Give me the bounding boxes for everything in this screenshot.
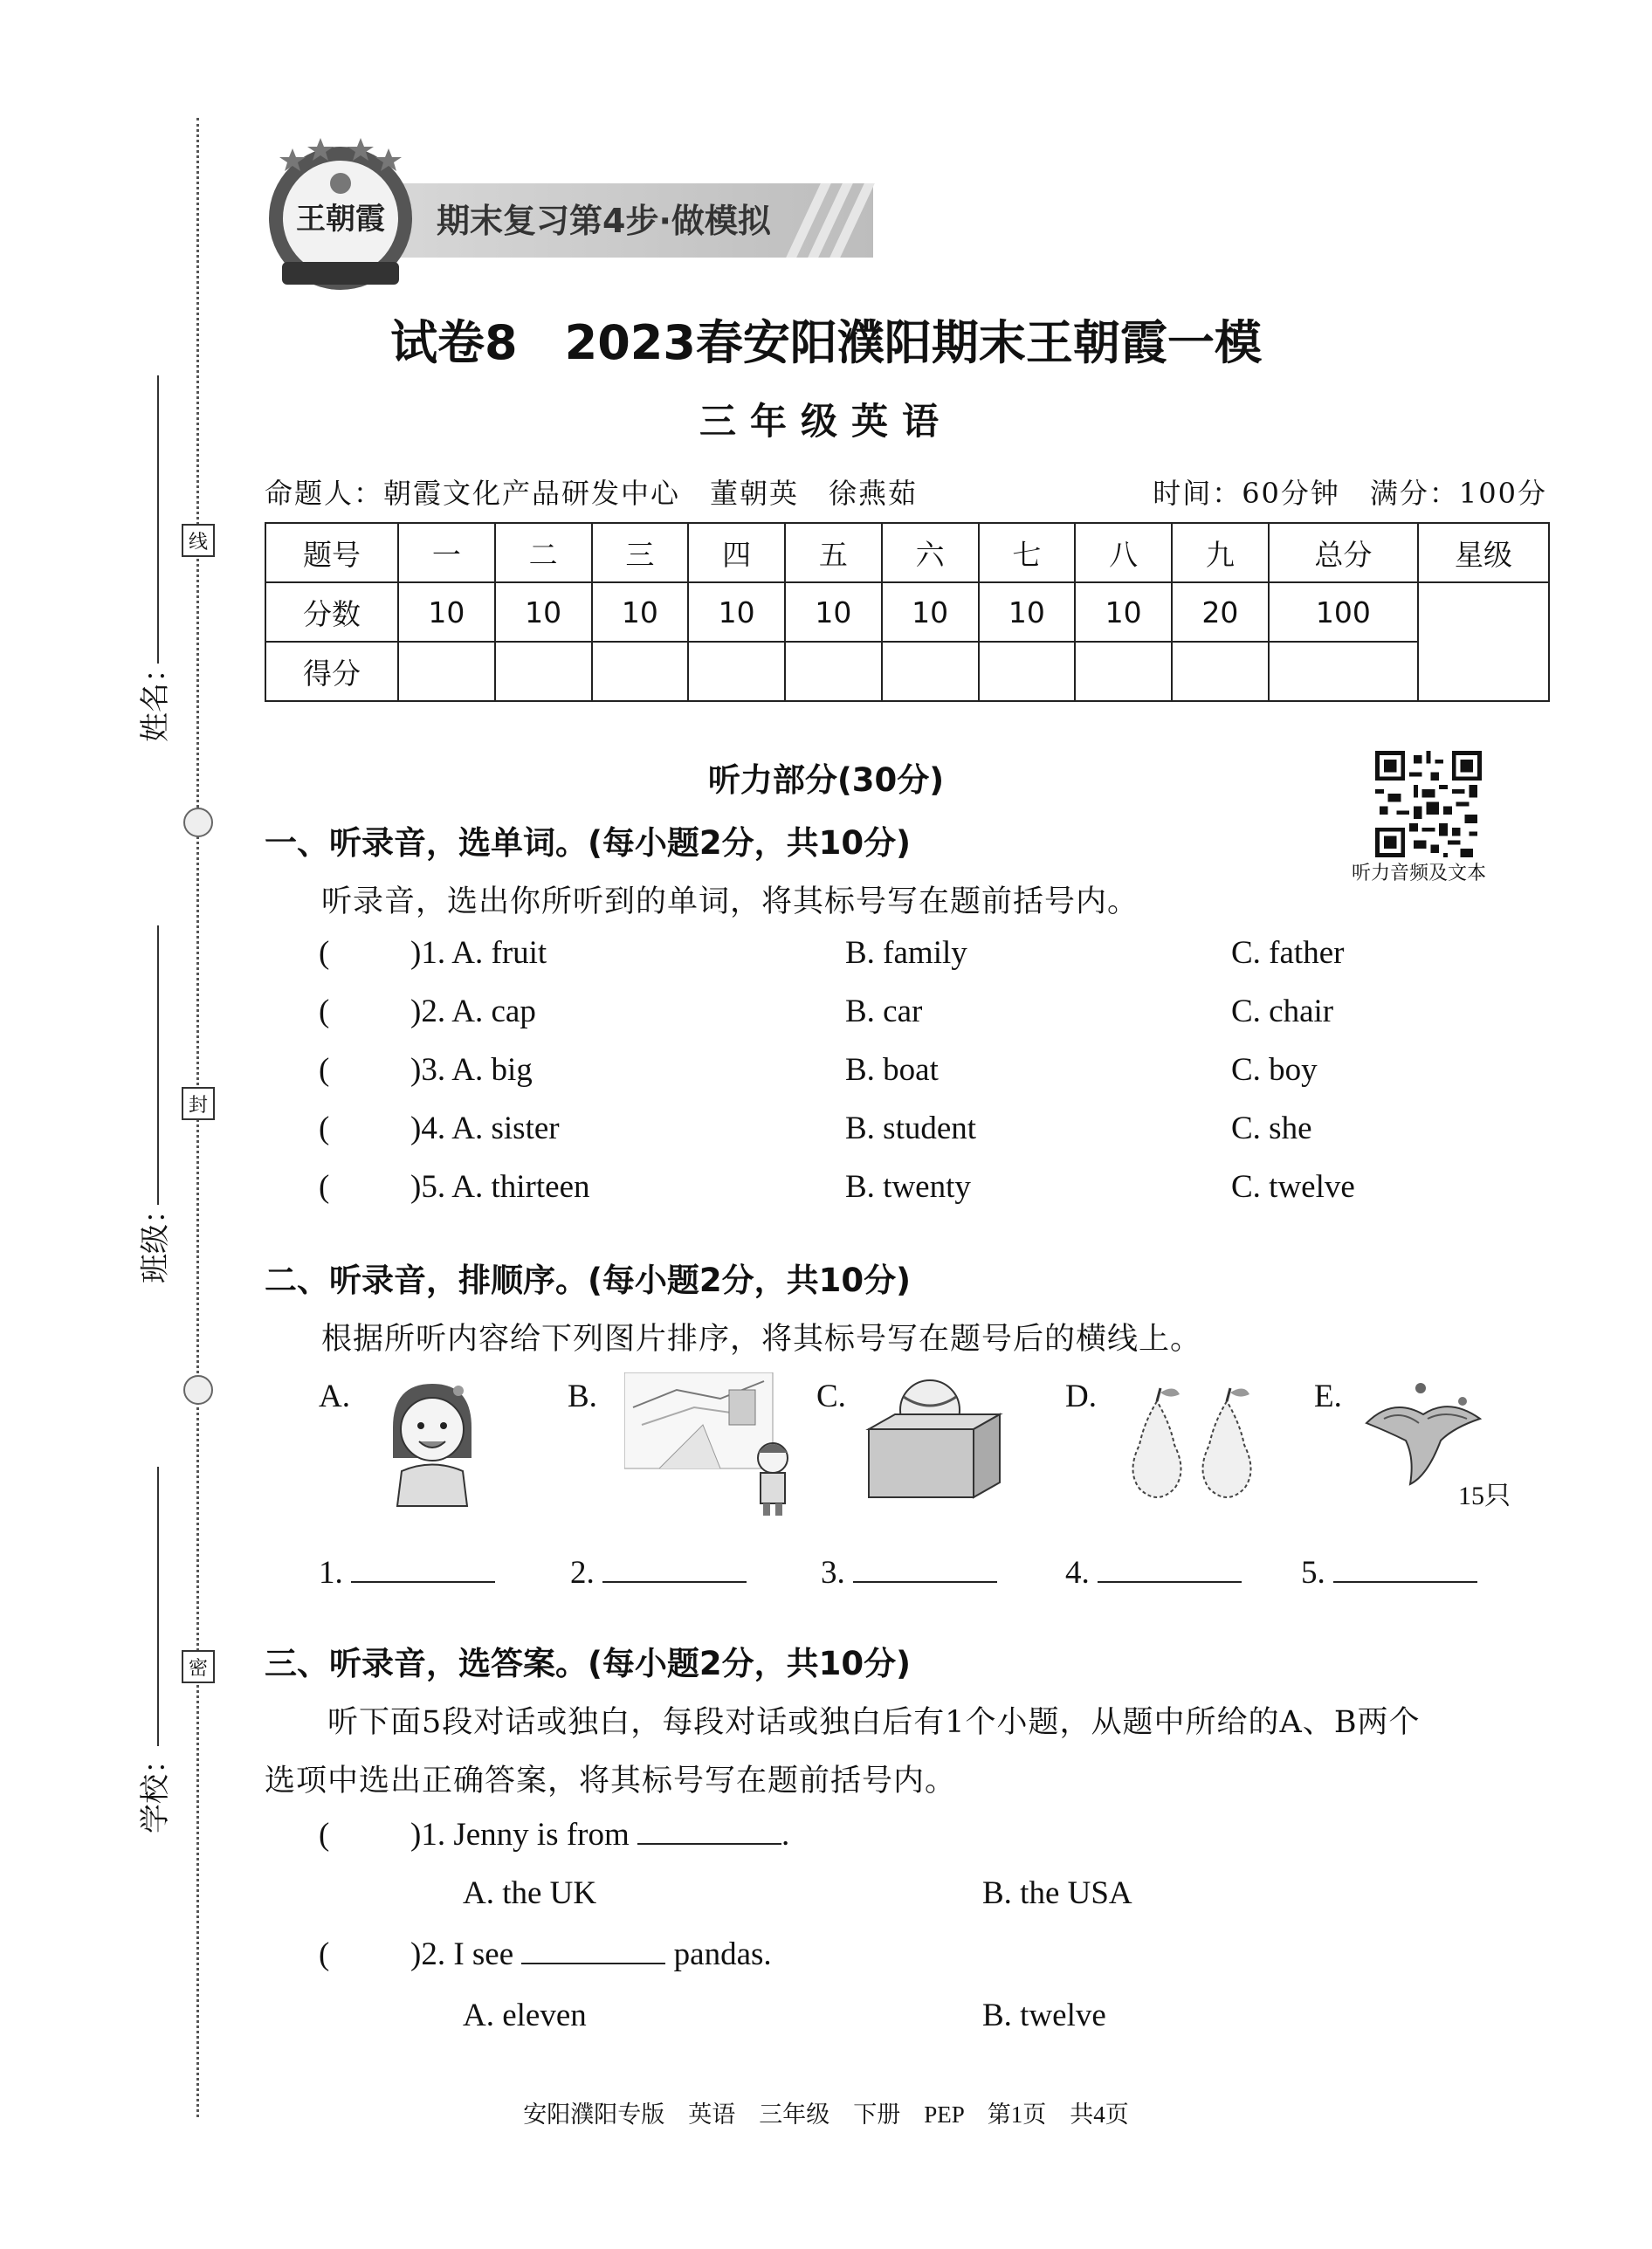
question-5-stem: )5. A. thirteen <box>410 1169 590 1205</box>
binding-mark-icon <box>183 1375 213 1405</box>
answer-paren[interactable]: ( <box>319 935 330 971</box>
banner-text: 期末复习第4步·做模拟 <box>437 202 771 240</box>
page-footer: 安阳濮阳专版 英语 三年级 下册 PEP 第1页 共4页 <box>523 2101 1129 2128</box>
header-cell-rating: 星级 <box>1418 523 1549 582</box>
picture-label-d: D. <box>1065 1379 1097 1414</box>
points-cell: 10 <box>882 582 979 642</box>
question-5-option-c: C. twelve <box>1231 1169 1355 1205</box>
score-cell[interactable] <box>592 642 689 701</box>
question-3-stem: )3. A. big <box>410 1052 533 1088</box>
order-blank-3[interactable] <box>821 1554 997 1592</box>
part3-instruction-line1: 听下面5段对话或独白，每段对话或独白后有1个小题，从题中所给的A、B两个 <box>327 1705 1421 1740</box>
table-row <box>265 642 1549 701</box>
row-label-score: 得分 <box>265 642 398 701</box>
binding-mark-icon <box>183 808 213 837</box>
time-info: 时间：60分钟 满分：100分 <box>1153 477 1547 510</box>
part2-heading: 二、听录音，排顺序。(每小题2分，共10分) <box>265 1262 912 1299</box>
order-blank-label: 5. <box>1301 1555 1325 1591</box>
part3-q1-option-a: A. the UK <box>463 1875 597 1911</box>
brand-name: 王朝霞 <box>296 202 385 237</box>
birds-caption: 15只 <box>1458 1482 1511 1510</box>
class-rule <box>157 925 159 1205</box>
answer-paren[interactable]: ( <box>319 1817 330 1853</box>
points-cell: 10 <box>1075 582 1172 642</box>
part1-heading: 一、听录音，选单词。(每小题2分，共10分) <box>265 824 912 862</box>
order-blank-label: 3. <box>821 1555 845 1591</box>
qr-label: 听力音频及文本 <box>1352 863 1487 884</box>
answer-line[interactable] <box>351 1555 495 1583</box>
header-cell: 三 <box>592 523 689 582</box>
question-2-option-b: B. car <box>845 994 923 1029</box>
row-label-points: 分数 <box>265 582 398 642</box>
girl-picture <box>375 1375 489 1515</box>
score-cell[interactable] <box>495 642 592 701</box>
answer-paren[interactable]: ( <box>319 1111 330 1146</box>
score-cell[interactable] <box>688 642 785 701</box>
question-4-option-b: B. student <box>845 1111 977 1146</box>
seal-char-line: 线 <box>182 524 215 557</box>
points-cell: 100 <box>1269 582 1418 642</box>
picture-label-e: E. <box>1314 1379 1342 1414</box>
question-1-stem: )1. A. fruit <box>410 935 547 971</box>
part3-question-1 <box>410 1816 789 1854</box>
points-cell: 10 <box>979 582 1076 642</box>
score-cell[interactable] <box>882 642 979 701</box>
points-cell: 10 <box>785 582 882 642</box>
header-cell: 七 <box>979 523 1076 582</box>
score-cell[interactable] <box>1269 642 1418 701</box>
question-3-option-c: C. boy <box>1231 1052 1318 1088</box>
question-3-option-b: B. boat <box>845 1052 939 1088</box>
header-cell: 八 <box>1075 523 1172 582</box>
header-cell: 五 <box>785 523 882 582</box>
answer-paren[interactable]: ( <box>319 994 330 1029</box>
part3-q1-option-b: B. the USA <box>982 1875 1132 1911</box>
header-cell: 二 <box>495 523 592 582</box>
authors: 命题人：朝霞文化产品研发中心 董朝英 徐燕茹 <box>265 477 919 510</box>
header-cell: 一 <box>398 523 495 582</box>
school-rule <box>157 1467 159 1746</box>
park-picture <box>624 1372 799 1517</box>
header-cell: 六 <box>882 523 979 582</box>
answer-line[interactable] <box>1098 1555 1242 1583</box>
rating-cell[interactable] <box>1418 582 1549 701</box>
part3-instruction-line2: 选项中选出正确答案，将其标号写在题前括号内。 <box>265 1764 957 1799</box>
answer-line[interactable] <box>521 1936 665 1964</box>
answer-line[interactable] <box>602 1555 747 1583</box>
question-text-end: . <box>781 1817 790 1853</box>
part3-heading: 三、听录音，选答案。(每小题2分，共10分) <box>265 1645 912 1682</box>
points-cell: 20 <box>1172 582 1269 642</box>
order-blank-label: 1. <box>319 1555 343 1591</box>
question-text-end: pandas. <box>673 1936 772 1972</box>
order-blank-2[interactable] <box>570 1554 747 1592</box>
part3-question-2 <box>410 1936 772 1973</box>
part3-q2-option-a: A. eleven <box>463 1998 587 2033</box>
seal-char-seal: 封 <box>182 1087 215 1120</box>
brand-logo <box>258 131 423 297</box>
order-blank-5[interactable] <box>1301 1554 1477 1592</box>
table-row <box>265 582 1549 642</box>
score-cell[interactable] <box>1172 642 1269 701</box>
header-cell: 四 <box>688 523 785 582</box>
page-title: 试卷8 2023春安阳濮阳期末王朝霞一模 <box>390 315 1262 370</box>
question-text: )2. I see <box>410 1936 514 1972</box>
points-cell: 10 <box>398 582 495 642</box>
answer-paren[interactable]: ( <box>319 1169 330 1205</box>
qr-code-icon[interactable] <box>1375 751 1482 857</box>
seal-char-secret: 密 <box>182 1650 215 1683</box>
answer-line[interactable] <box>853 1555 997 1583</box>
name-label: 姓名： <box>138 653 173 742</box>
question-text: )1. Jenny is from <box>410 1817 630 1853</box>
class-label: 班级： <box>138 1194 173 1283</box>
answer-line[interactable] <box>1333 1555 1477 1583</box>
part2-instruction: 根据所听内容给下列图片排序，将其标号写在题号后的横线上。 <box>321 1322 1202 1357</box>
page-subtitle: 三年级英语 <box>699 400 953 443</box>
question-4-stem: )4. A. sister <box>410 1111 560 1146</box>
header-cell: 九 <box>1172 523 1269 582</box>
question-1-option-c: C. father <box>1231 935 1345 971</box>
order-blank-label: 2. <box>570 1555 595 1591</box>
school-label: 学校： <box>138 1744 173 1833</box>
table-row <box>265 523 1549 582</box>
row-label-question: 题号 <box>265 523 398 582</box>
question-1-option-b: B. family <box>845 935 967 971</box>
score-table <box>265 522 1550 702</box>
part1-instruction: 听录音，选出你所听到的单词，将其标号写在题前括号内。 <box>321 884 1139 919</box>
question-4-option-c: C. she <box>1231 1111 1312 1146</box>
picture-label-b: B. <box>568 1379 597 1414</box>
answer-line[interactable] <box>637 1817 781 1845</box>
points-cell: 10 <box>592 582 689 642</box>
score-cell[interactable] <box>1075 642 1172 701</box>
question-2-stem: )2. A. cap <box>410 994 536 1029</box>
pears-picture <box>1122 1384 1270 1506</box>
order-blank-1[interactable] <box>319 1554 495 1592</box>
score-cell[interactable] <box>785 642 882 701</box>
points-cell: 10 <box>495 582 592 642</box>
order-blank-label: 4. <box>1065 1555 1090 1591</box>
answer-paren[interactable]: ( <box>319 1052 330 1088</box>
listening-title: 听力部分(30分) <box>707 761 945 799</box>
picture-label-a: A. <box>319 1379 350 1414</box>
order-blank-4[interactable] <box>1065 1554 1242 1592</box>
picture-label-c: C. <box>816 1379 846 1414</box>
ball-on-box-picture <box>860 1375 1008 1506</box>
question-5-option-b: B. twenty <box>845 1169 971 1205</box>
part3-q2-option-b: B. twelve <box>982 1998 1106 2033</box>
header-cell: 总分 <box>1269 523 1418 582</box>
answer-paren[interactable]: ( <box>319 1936 330 1972</box>
score-cell[interactable] <box>398 642 495 701</box>
score-cell[interactable] <box>979 642 1076 701</box>
question-2-option-c: C. chair <box>1231 994 1334 1029</box>
points-cell: 10 <box>688 582 785 642</box>
